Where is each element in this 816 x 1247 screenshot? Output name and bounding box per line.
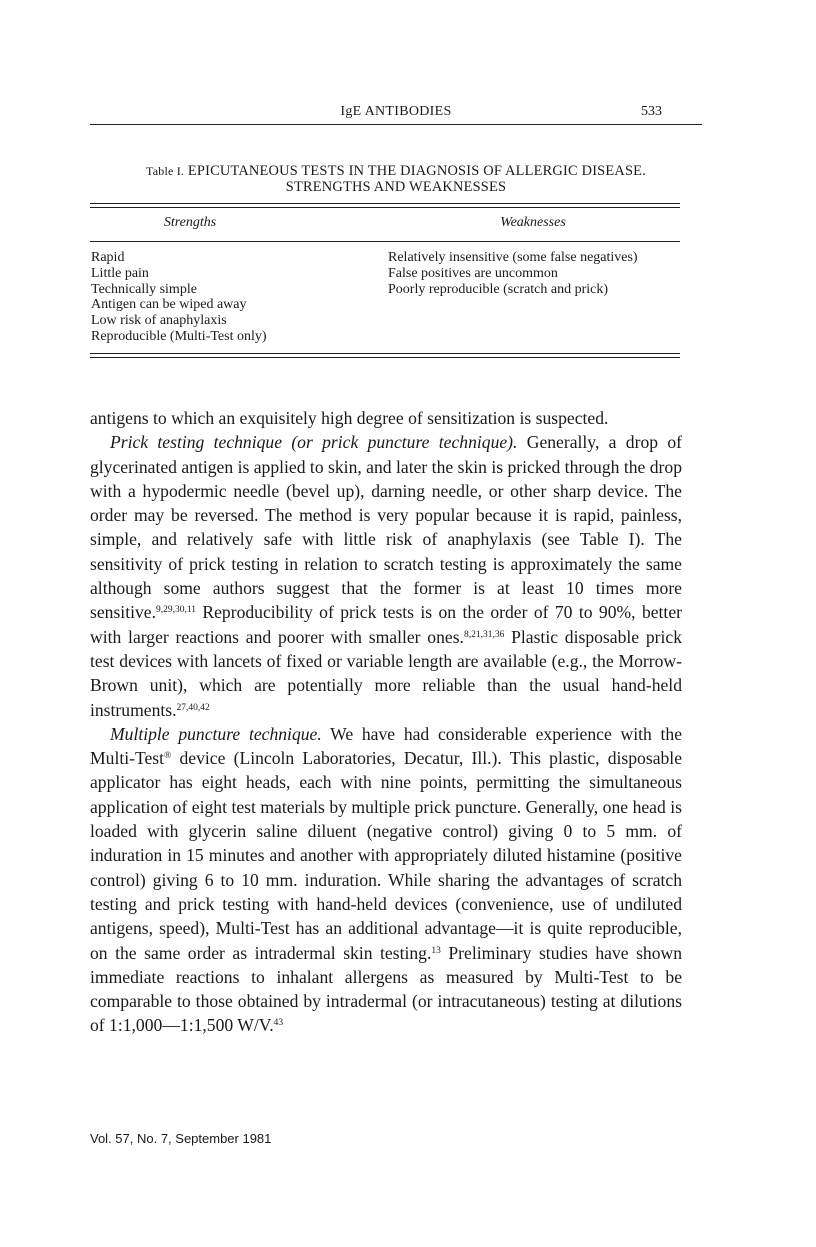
text-run: device (Lincoln Laboratories, Decatur, Ill.). This plastic, disposable applicator has eight heads, each with nine points, permitting the simultaneous application of eight test materials by multiple prick puncture. Generally, one head is loaded with glycerin saline diluent (negative control) giving 0 to 5 mm. of induration in 15 minutes and another with appropriately diluted histamine (positive control) giving 6 to 10 mm. induration. While sharing the advantages of scratch testing and prick testing with hand-held devices (convenience, use of undiluted antigens, speed), Multi-Test has an additional advantage—it is quite reproducible, on the same order as intradermal skin testing. (90, 748, 682, 963)
running-head (90, 104, 702, 124)
weakness-item: Poorly reproducible (scratch and prick) (388, 281, 609, 297)
text-run: We have had considerable experience with the Multi-Test (90, 723, 682, 769)
strength-item: Low risk of anaphylaxis (91, 313, 227, 329)
column-header-weaknesses: Weaknesses (500, 215, 566, 230)
header-rule (90, 124, 702, 125)
text-run: Preliminary studies have shown immediate reactions to inhalant allergens as measured by Multi-Test to be comparable to those obtained by intradermal (or intracutaneous) testing at dilutions of 1:1,000—1:1,500 W/V. (90, 942, 683, 1036)
table-title-line2: STRENGTHS AND WEAKNESSES (285, 179, 507, 195)
table-header-rule (90, 241, 680, 242)
table-top-rule-inner (90, 207, 680, 208)
paragraph-prick-testing (90, 430, 682, 722)
reference-marker: 13 (431, 945, 441, 956)
text-run: Reproducibility of prick tests is on the order of 70 to 90%, better with larger reactions and poorer with smaller ones. (90, 602, 682, 647)
strength-item: Reproducible (Multi-Test only) (91, 328, 267, 344)
paragraph-continuation: antigens to which an exquisitely high degree of sensitization is suspected. (90, 408, 609, 428)
page-number: 533 (641, 104, 662, 119)
text-run: Plastic disposable prick test devices with lancets of fixed or variable length are available (e.g., the Morrow-Brown unit), which are potentially more reliable than the usual hand-held instruments. (90, 626, 682, 720)
body-text (90, 406, 682, 1038)
strength-item: Little pain (91, 265, 149, 281)
weakness-item: Relatively insensitive (some false negatives) (388, 250, 638, 265)
footer-citation: Vol. 57, No. 7, September 1981 (90, 1131, 272, 1146)
weaknesses-column (388, 250, 688, 297)
running-title: IgE ANTIBODIES (340, 104, 452, 119)
section-heading-multiple-puncture: Multiple puncture technique. (110, 723, 322, 744)
table-label: Table I. (146, 164, 185, 178)
reference-marker: 27,40,42 (176, 702, 210, 713)
paragraph-multiple-puncture (90, 722, 682, 1038)
column-header-strengths: Strengths (163, 215, 217, 230)
registered-mark: ® (164, 751, 172, 762)
table-caption (90, 163, 702, 195)
strength-item: Technically simple (91, 281, 197, 297)
text-run: Generally, a drop of glycerinated antigen is applied to skin, and later the skin is pricked through the drop with a hypodermic needle (bevel up), darning needle, or other sharp device. The order may be reversed. The method is very popular because it is rapid, painless, simple, and relatively safe with little risk of anaphylaxis (see Table I). The sensitivity of prick testing in relation to scratch testing is approximately the same although some authors suggest that the former is at least 10 times more sensitive. (90, 432, 682, 623)
reference-marker: 43 (273, 1018, 284, 1029)
strength-item: Rapid (91, 250, 125, 265)
section-heading-prick: Prick testing technique (or prick puncture technique). (110, 432, 518, 453)
table-bottom-rule (90, 353, 680, 354)
reference-marker: 9,29,30,11 (155, 605, 196, 616)
table-title-line1: EPICUTANEOUS TESTS IN THE DIAGNOSIS OF ALLERGIC DISEASE. (187, 163, 646, 179)
strength-item: Antigen can be wiped away (91, 297, 247, 313)
table-bottom-rule-inner (90, 357, 680, 358)
table-top-rule (90, 203, 680, 204)
weakness-item: False positives are uncommon (388, 265, 558, 281)
strengths-column (91, 250, 381, 345)
reference-marker: 8,21,31,36 (463, 629, 505, 640)
